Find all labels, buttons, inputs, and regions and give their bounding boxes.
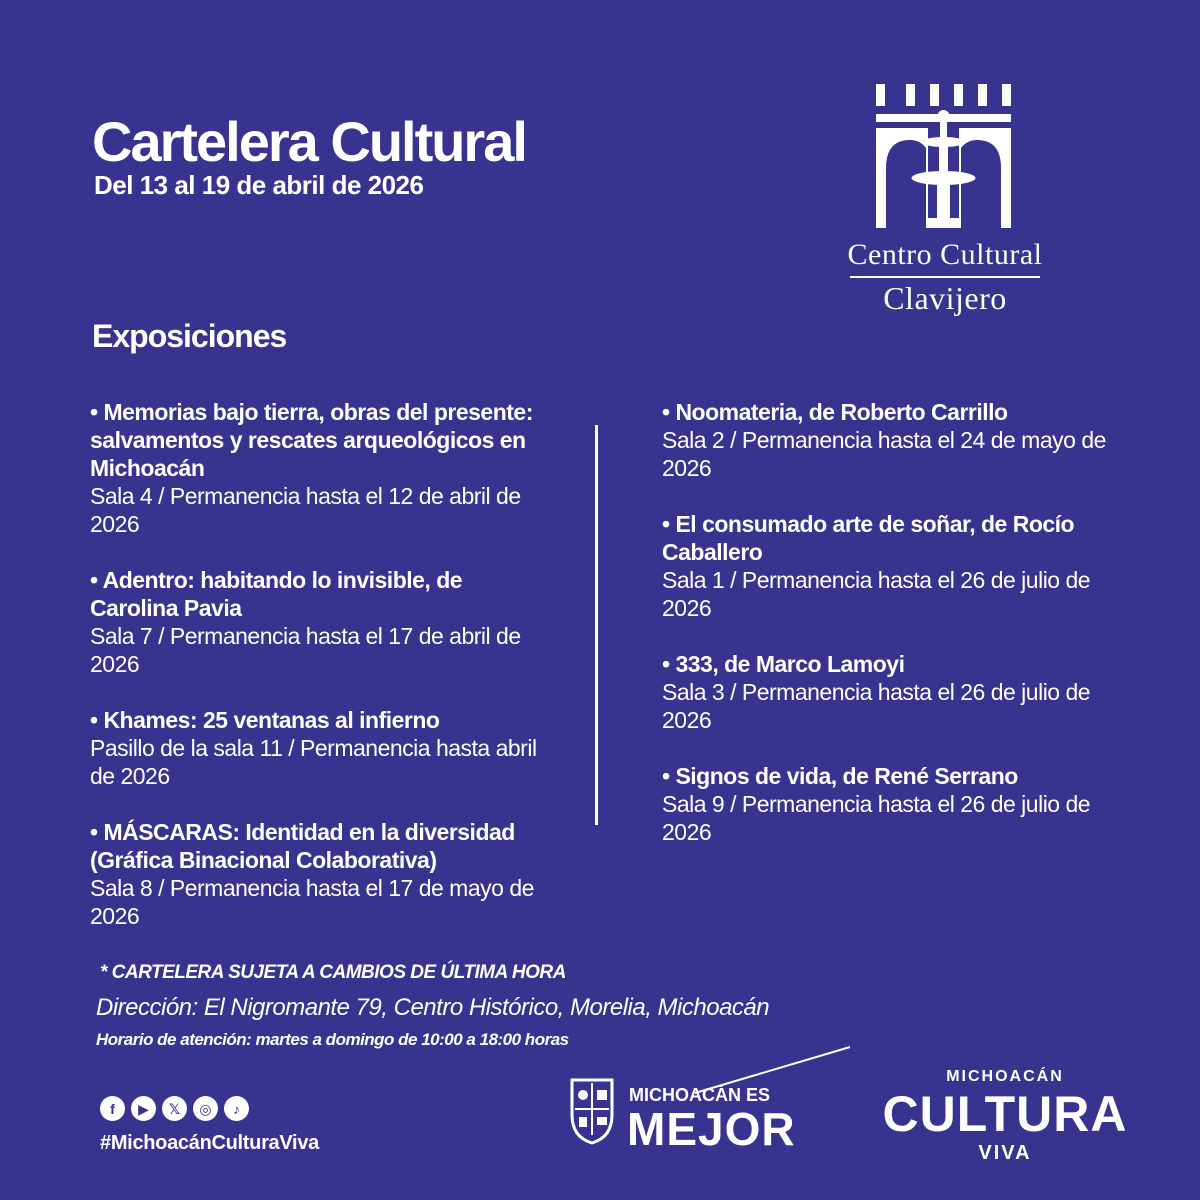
fountain-arches-icon — [870, 78, 1020, 228]
exhibition-item — [662, 762, 1122, 846]
exhibition-title: • MÁSCARAS: Identidad en la diversidad (Gráfica Binacional Colaborativa) — [90, 819, 515, 873]
exhibition-detail: Sala 4 / Permanencia hasta el 12 de abril de 2026 — [90, 483, 521, 537]
instagram-icon[interactable]: ◎ — [193, 1096, 218, 1121]
michoacan-es-mejor-logo — [565, 1045, 865, 1155]
exhibition-detail: Sala 1 / Permanencia hasta el 26 de julio de 2026 — [662, 567, 1091, 621]
logo-text-line2: Clavijero — [883, 280, 1007, 316]
exhibitions-left-column — [90, 398, 550, 958]
exhibitions-right-column — [662, 398, 1122, 874]
exhibition-title: • Khames: 25 ventanas al infierno — [90, 707, 440, 733]
exhibition-detail: Sala 3 / Permanencia hasta el 26 de julio de 2026 — [662, 679, 1091, 733]
section-title: Exposiciones — [92, 318, 287, 354]
page-title: Cartelera Cultural — [92, 110, 526, 173]
exhibition-item — [662, 398, 1122, 482]
cultura-viva-logo — [880, 1068, 1130, 1168]
address-text: Dirección: El Nigromante 79, Centro Histórico, Morelia, Michoacán — [96, 994, 770, 1021]
exhibition-detail: Sala 9 / Permanencia hasta el 26 de julio de 2026 — [662, 791, 1091, 845]
logo-text-line1: Centro Cultural — [847, 238, 1043, 271]
exhibition-title: • Signos de vida, de René Serrano — [662, 763, 1018, 789]
social-links — [100, 1096, 249, 1121]
state-shield-icon — [567, 1075, 617, 1145]
exhibition-item — [90, 706, 550, 790]
clavijero-logo — [800, 78, 1090, 328]
column-divider — [595, 425, 598, 825]
exhibition-title: • El consumado arte de soñar, de Rocío Caballero — [662, 511, 1075, 565]
exhibition-title: • Noomateria, de Roberto Carrillo — [662, 399, 1008, 425]
exhibition-item — [662, 650, 1122, 734]
exhibition-item — [90, 566, 550, 678]
exhibition-detail: Sala 7 / Permanencia hasta el 17 de abril de 2026 — [90, 623, 521, 677]
cv-logo-main-text: CULTURA — [882, 1086, 1128, 1142]
opening-hours: Horario de atención: martes a domingo de 10:00 a 18:00 horas — [96, 1030, 569, 1049]
tiktok-icon[interactable]: ♪ — [224, 1096, 249, 1121]
cv-logo-top-text: MICHOACÁN — [946, 1068, 1064, 1085]
exhibition-title: • Adentro: habitando lo invisible, de Carolina Pavia — [90, 567, 463, 621]
exhibition-title: • Memorias bajo tierra, obras del presente: salvamentos y rescates arqueológicos en Michoacán — [90, 399, 533, 481]
exhibition-detail: Sala 8 / Permanencia hasta el 17 de mayo de 2026 — [90, 875, 534, 929]
date-range: Del 13 al 19 de abril de 2026 — [94, 170, 424, 200]
disclaimer-note: * CARTELERA SUJETA A CAMBIOS DE ÚLTIMA HORA — [100, 962, 566, 983]
mem-logo-bottom-text: MEJOR — [627, 1103, 796, 1155]
logo-divider — [850, 276, 1040, 278]
exhibition-title: • 333, de Marco Lamoyi — [662, 651, 905, 677]
hashtag: #MichoacánCulturaViva — [100, 1132, 319, 1154]
exhibition-detail: Sala 2 / Permanencia hasta el 24 de mayo de 2026 — [662, 427, 1106, 481]
exhibition-item — [662, 510, 1122, 622]
exhibition-item — [90, 818, 550, 930]
exhibition-detail: Pasillo de la sala 11 / Permanencia hasta abril de 2026 — [90, 735, 537, 789]
x-icon[interactable]: 𝕏 — [162, 1096, 187, 1121]
cv-logo-bottom-text: VIVA — [978, 1142, 1032, 1164]
mem-logo-top-text: MICHOACÁN ES — [629, 1085, 771, 1105]
exhibition-item — [90, 398, 550, 538]
facebook-icon[interactable]: f — [100, 1096, 125, 1121]
youtube-icon[interactable]: ▶ — [131, 1096, 156, 1121]
